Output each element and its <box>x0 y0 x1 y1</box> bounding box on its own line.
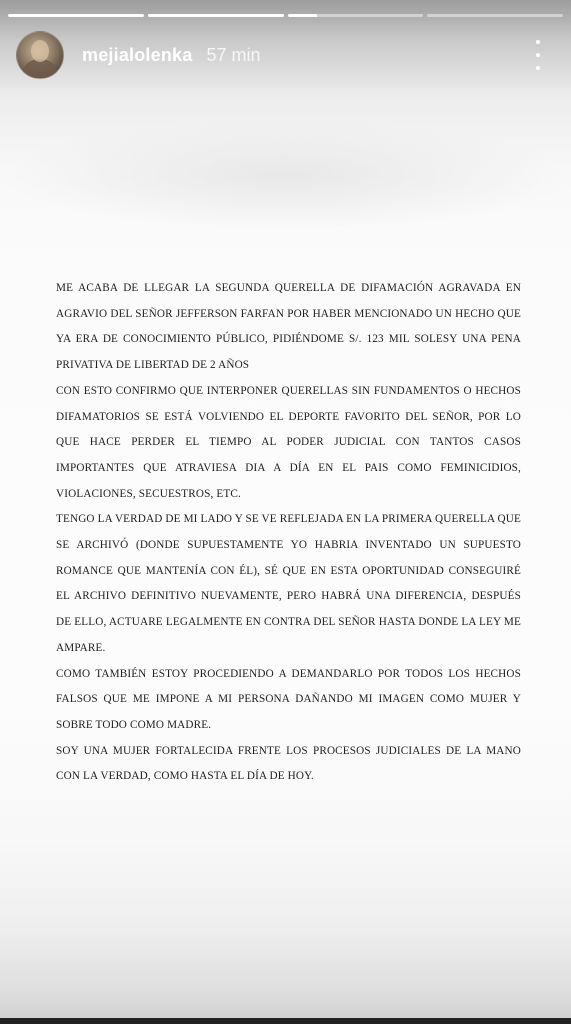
avatar-figure-head <box>31 40 49 62</box>
avatar[interactable] <box>16 31 64 79</box>
document-paragraph: SOY UNA MUJER FORTALECIDA FRENTE LOS PROCESOS JUDICIALES DE LA MANO CON LA VERDAD, COMO HASTA EL DÍA DE HOY. <box>56 744 521 783</box>
avatar-figure <box>23 59 57 79</box>
document-text <box>56 276 521 790</box>
document-paragraph: CON ESTO CONFIRMO QUE INTERPONER QUERELLAS SIN FUNDAMENTOS O HECHOS DIFAMATORIOS SE ESTÁ VOLVIENDO EL DEPORTE FAVORITO DEL SEÑOR, POR LO QUE HACE PERDER EL TIEMPO AL PODER JUDICIAL CON TANTOS CASOS IMPORTANTES QUE ATRAVIESA DIA A DÍA EN EL PAIS COMO FEMINICIDIOS, VIOLACIONES, SECUESTROS, ETC. <box>56 384 521 500</box>
story-timestamp: 57 min <box>206 44 261 65</box>
username[interactable]: mejialolenka <box>82 44 193 65</box>
story-progress-segment <box>288 14 424 17</box>
story-progress-fill <box>148 14 284 17</box>
story-header <box>16 32 555 78</box>
story-progress-bars <box>8 14 563 17</box>
story-progress-fill <box>8 14 144 17</box>
document-paragraph: ME ACABA DE LLEGAR LA SEGUNDA QUERELLA DE DIFAMACIÓN AGRAVADA EN AGRAVIO DEL SEÑOR JEFFERSON FARFAN POR HABER MENCIONADO UN HECHO QUE YA ERA DE CONOCIMIENTO PÚBLICO, PIDIÉNDOME S/. 123 MIL SOLESY UNA PENA PRIVATIVA DE LIBERTAD DE 2 AÑOS <box>56 282 521 372</box>
document-paragraph: TENGO LA VERDAD DE MI LADO Y SE VE REFLEJADA EN LA PRIMERA QUERELLA QUE SE ARCHIVÓ (DONDE SUPUESTAMENTE YO HABRIA INVENTADO UN SUPUESTO ROMANCE QUE MANTENÍA CON ÉL), SÉ QUE EN ESTA OPORTUNIDAD CONSEGUIRÉ EL ARCHIVO DEFINITIVO NUEVAMENTE, PERO HABRÁ UNA DIFERENCIA, DESPUÉS DE ELLO, ACTUARE LEGALMENTE EN CONTRA DEL SEÑOR HASTA DONDE LA LEY ME AMPARE. <box>56 513 521 654</box>
story-progress-segment <box>427 14 563 17</box>
story-progress-segment <box>8 14 144 17</box>
document-paragraph: COMO TAMBIÉN ESTOY PROCEDIENDO A DEMANDARLO POR TODOS LOS HECHOS FALSOS QUE ME IMPONE A MI PERSONA DAÑANDO MI IMAGEN COMO MUJER Y SOBRE TODO COMO MADRE. <box>56 667 521 731</box>
background-blur <box>0 120 571 230</box>
story-progress-fill <box>288 14 318 17</box>
more-vertical-icon[interactable] <box>531 40 545 70</box>
story-progress-segment <box>148 14 284 17</box>
bottom-edge <box>0 1018 571 1024</box>
